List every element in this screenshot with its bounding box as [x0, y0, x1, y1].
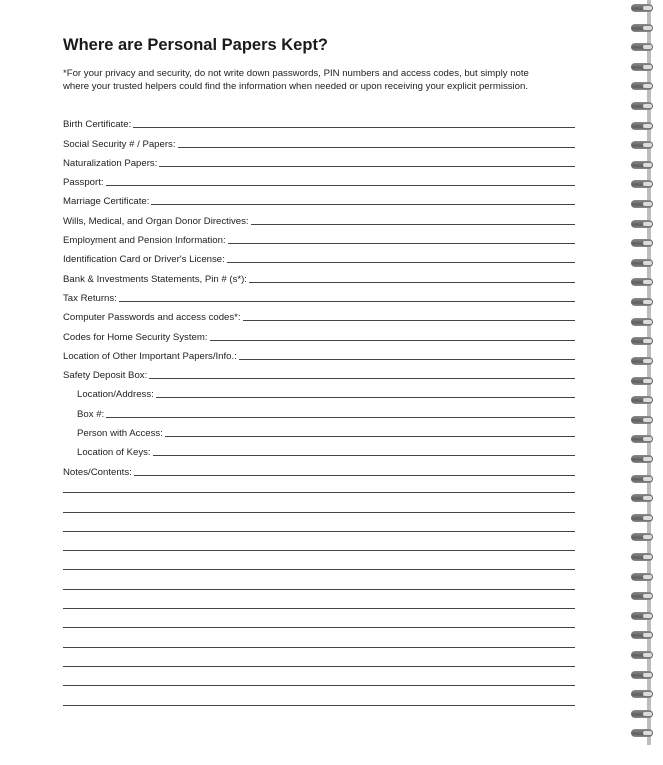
- field-label: Marriage Certificate:: [63, 196, 150, 208]
- spiral-ring: [631, 43, 653, 51]
- field-label: Tax Returns:: [63, 292, 117, 304]
- form-field-row: [63, 131, 575, 150]
- field-write-line[interactable]: [151, 204, 575, 205]
- form-field-row: [63, 401, 575, 420]
- field-write-line[interactable]: [243, 320, 575, 321]
- spiral-ring: [631, 220, 653, 228]
- spiral-ring: [631, 82, 653, 90]
- form-field-row: [63, 440, 575, 459]
- spiral-ring: [631, 710, 653, 718]
- notes-blank-lines: [63, 474, 575, 706]
- field-write-line[interactable]: [156, 397, 575, 398]
- field-write-line[interactable]: [159, 166, 575, 167]
- form-field-row: [63, 151, 575, 170]
- field-label: Birth Certificate:: [63, 119, 132, 131]
- field-label: Location/Address:: [77, 389, 154, 401]
- spiral-ring: [631, 455, 653, 463]
- page-title: Where are Personal Papers Kept?: [63, 36, 329, 54]
- spiral-ring: [631, 475, 653, 483]
- form-field-row: [63, 189, 575, 208]
- spiral-ring: [631, 24, 653, 32]
- form-field-row: [63, 344, 575, 363]
- field-write-line[interactable]: [119, 301, 575, 302]
- spiral-ring: [631, 298, 653, 306]
- form-field-row: [63, 170, 575, 189]
- spiral-ring: [631, 161, 653, 169]
- form-field-row: [63, 228, 575, 247]
- spiral-ring: [631, 180, 653, 188]
- field-label: Naturalization Papers:: [63, 157, 158, 169]
- spiral-ring: [631, 4, 653, 12]
- notes-write-line[interactable]: [63, 667, 575, 686]
- field-label: Identification Card or Driver's License:: [63, 254, 225, 266]
- field-label: Bank & Investments Statements, Pin # (s*):: [63, 273, 247, 285]
- field-write-line[interactable]: [149, 378, 575, 379]
- form-field-row: [63, 112, 575, 131]
- field-label: Box #:: [77, 408, 105, 420]
- field-write-line[interactable]: [106, 417, 575, 418]
- spiral-ring: [631, 141, 653, 149]
- spiral-ring: [631, 573, 653, 581]
- form-field-row: [63, 266, 575, 285]
- notes-write-line[interactable]: [63, 474, 575, 493]
- spiral-ring: [631, 239, 653, 247]
- form-field-row: [63, 305, 575, 324]
- form-field-row: [63, 208, 575, 227]
- field-write-line[interactable]: [165, 436, 575, 437]
- spiral-binding: [617, 0, 663, 765]
- spiral-ring: [631, 435, 653, 443]
- spiral-ring: [631, 278, 653, 286]
- spiral-ring: [631, 631, 653, 639]
- spiral-ring: [631, 396, 653, 404]
- field-write-line[interactable]: [249, 282, 575, 283]
- field-label: Person with Access:: [77, 428, 163, 440]
- field-label: Notes/Contents:: [63, 466, 132, 478]
- spiral-ring: [631, 416, 653, 424]
- field-label: Location of Other Important Papers/Info.:: [63, 350, 237, 362]
- spiral-ring: [631, 671, 653, 679]
- field-write-line[interactable]: [251, 224, 575, 225]
- notes-write-line[interactable]: [63, 590, 575, 609]
- field-write-line[interactable]: [133, 127, 575, 128]
- spiral-ring: [631, 63, 653, 71]
- spiral-ring: [631, 690, 653, 698]
- notes-write-line[interactable]: [63, 648, 575, 667]
- field-write-line[interactable]: [210, 340, 576, 341]
- spiral-ring: [631, 259, 653, 267]
- field-label: Employment and Pension Information:: [63, 235, 226, 247]
- notes-write-line[interactable]: [63, 532, 575, 551]
- spiral-ring: [631, 514, 653, 522]
- form-field-row: [63, 421, 575, 440]
- notes-write-line[interactable]: [63, 570, 575, 589]
- notes-write-line[interactable]: [63, 628, 575, 647]
- field-label: Safety Deposit Box:: [63, 370, 148, 382]
- spiral-ring: [631, 337, 653, 345]
- spiral-ring: [631, 592, 653, 600]
- notes-write-line[interactable]: [63, 686, 575, 705]
- spiral-ring: [631, 651, 653, 659]
- field-write-line[interactable]: [239, 359, 575, 360]
- spiral-ring: [631, 612, 653, 620]
- spiral-ring: [631, 494, 653, 502]
- spiral-ring: [631, 318, 653, 326]
- field-label: Passport:: [63, 177, 104, 189]
- field-label: Location of Keys:: [77, 447, 151, 459]
- spiral-ring: [631, 200, 653, 208]
- field-label: Wills, Medical, and Organ Donor Directives:: [63, 215, 249, 227]
- spiral-ring: [631, 553, 653, 561]
- form-field-row: [63, 286, 575, 305]
- fields-list: [63, 112, 575, 479]
- spiral-ring: [631, 122, 653, 130]
- field-label: Social Security # / Papers:: [63, 138, 176, 150]
- spiral-ring: [631, 729, 653, 737]
- field-write-line[interactable]: [228, 243, 575, 244]
- field-write-line[interactable]: [178, 147, 575, 148]
- notes-write-line[interactable]: [63, 609, 575, 628]
- notes-write-line[interactable]: [63, 493, 575, 512]
- field-write-line[interactable]: [153, 455, 575, 456]
- notes-write-line[interactable]: [63, 551, 575, 570]
- form-field-row: [63, 363, 575, 382]
- field-write-line[interactable]: [106, 185, 575, 186]
- field-label: Codes for Home Security System:: [63, 331, 208, 343]
- spiral-ring: [631, 377, 653, 385]
- field-label: Computer Passwords and access codes*:: [63, 312, 241, 324]
- privacy-note: *For your privacy and security, do not write down passwords, PIN numbers and access codes, but simply note where your trusted helpers could find the information when needed or upon receiving your explicit permission.: [63, 68, 529, 92]
- notes-write-line[interactable]: [63, 513, 575, 532]
- spiral-ring: [631, 102, 653, 110]
- form-field-row: [63, 324, 575, 343]
- spiral-ring: [631, 533, 653, 541]
- spiral-ring: [631, 357, 653, 365]
- form-field-row: [63, 382, 575, 401]
- field-write-line[interactable]: [227, 262, 575, 263]
- form-field-row: [63, 247, 575, 266]
